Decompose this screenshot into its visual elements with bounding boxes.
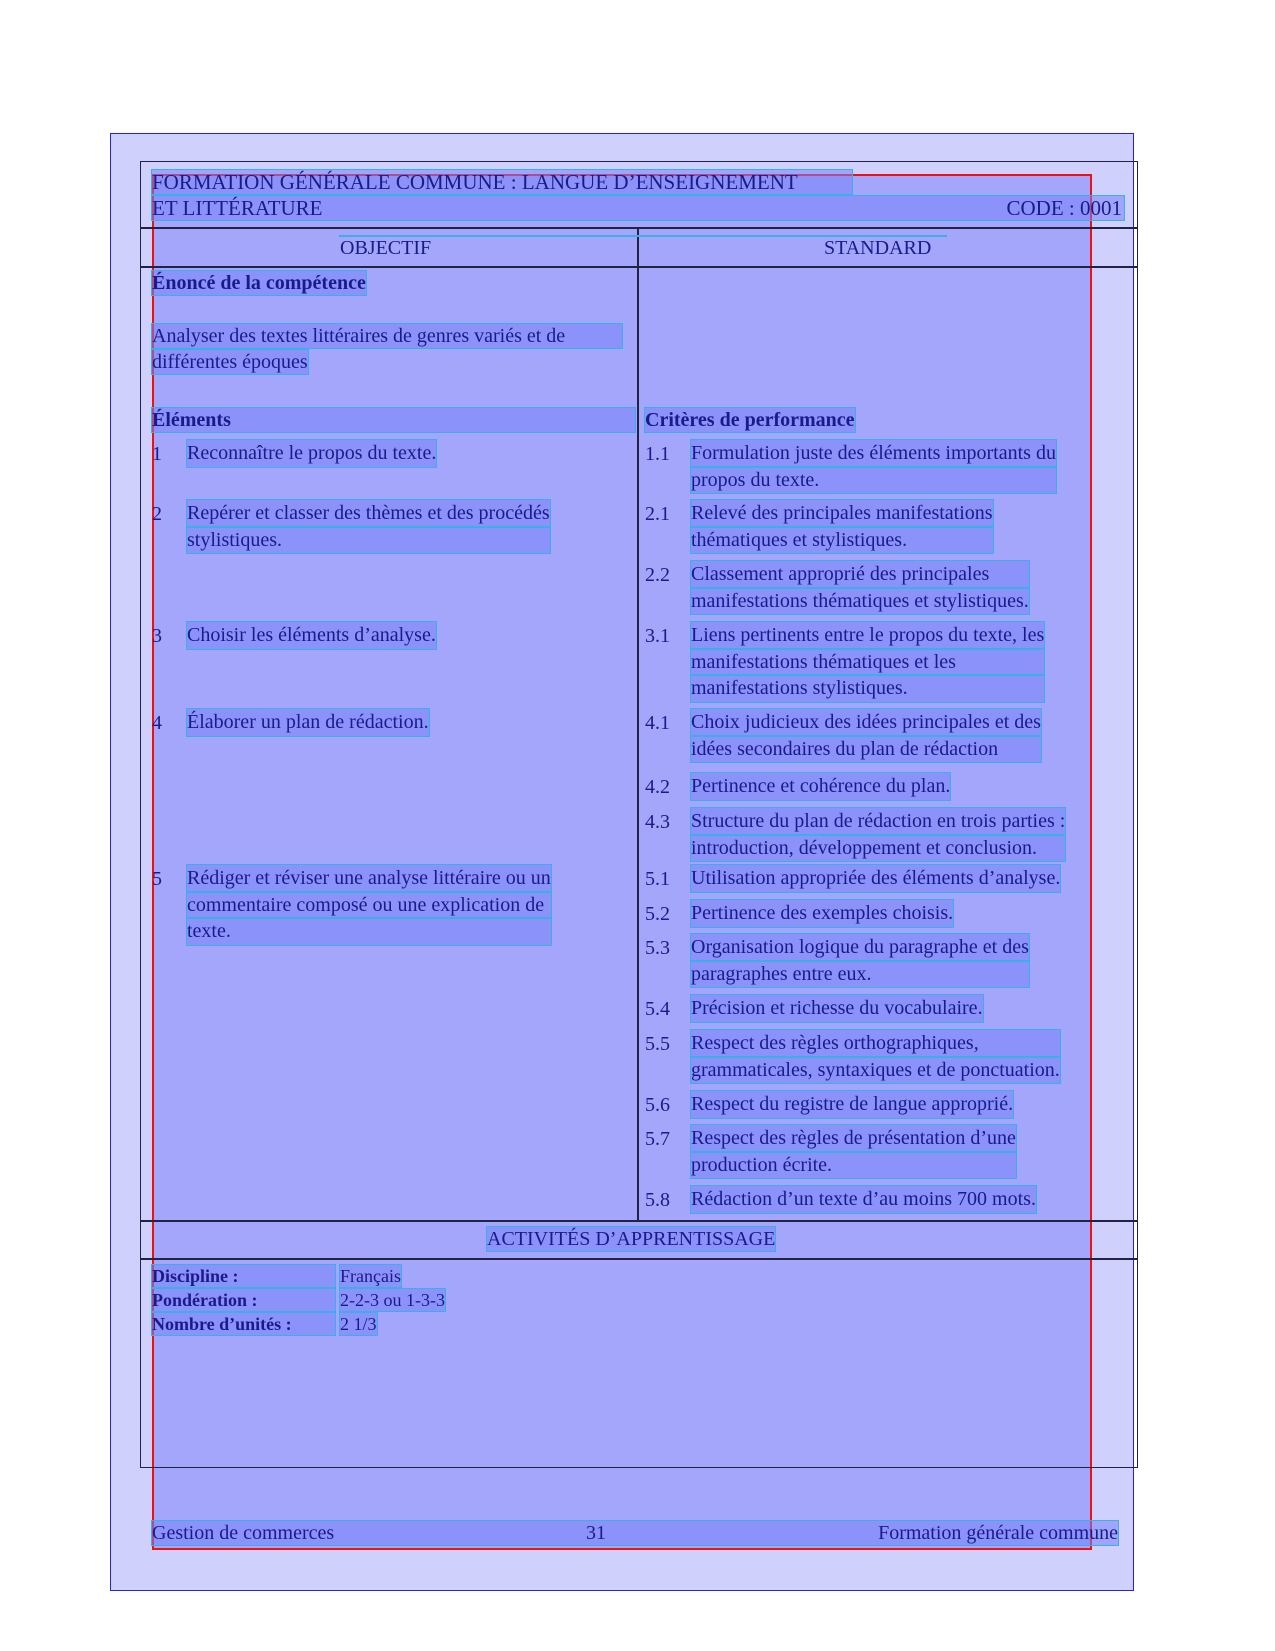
critere-number: 5.6 xyxy=(645,1094,670,1116)
unites-value: 2 1/3 xyxy=(340,1314,377,1334)
critere-text: Structure du plan de rédaction en trois parties : introduction, développement et conclusion. xyxy=(691,808,1065,861)
critere-text: Précision et richesse du vocabulaire. xyxy=(691,995,983,1022)
divider xyxy=(140,1220,1138,1222)
discipline-value: Français xyxy=(340,1266,401,1286)
critere-number: 5.1 xyxy=(645,868,670,890)
column-header-objectif: OBJECTIF xyxy=(340,237,432,259)
footer-left: Gestion de commerces xyxy=(152,1522,335,1544)
critere-number: 4.2 xyxy=(645,776,670,798)
competence-heading: Énoncé de la compétence xyxy=(152,272,366,294)
divider xyxy=(140,266,1138,268)
column-divider xyxy=(637,227,639,1220)
competence-text-line-2: différentes époques xyxy=(152,351,308,373)
ponderation-value: 2-2-3 ou 1-3-3 xyxy=(340,1290,445,1310)
critere-number: 3.1 xyxy=(645,625,670,647)
element-number: 5 xyxy=(152,868,162,890)
element-number: 2 xyxy=(152,503,162,525)
element-text: Repérer et classer des thèmes et des procédés stylistiques. xyxy=(187,500,550,553)
divider xyxy=(140,1258,1138,1260)
element-text: Reconnaître le propos du texte. xyxy=(187,440,436,467)
critere-text: Utilisation appropriée des éléments d’analyse. xyxy=(691,865,1060,892)
critere-number: 2.2 xyxy=(645,564,670,586)
discipline-label: Discipline : xyxy=(152,1265,335,1287)
elements-heading: Éléments xyxy=(152,408,635,432)
critere-number: 2.1 xyxy=(645,503,670,525)
critere-number: 5.5 xyxy=(645,1033,670,1055)
critere-text: Classement approprié des principales manifestations thématiques et stylistiques. xyxy=(691,561,1029,614)
critere-text: Pertinence et cohérence du plan. xyxy=(691,773,950,800)
element-text: Choisir les éléments d’analyse. xyxy=(187,622,436,649)
critere-text: Respect des règles orthographiques, grammaticales, syntaxiques et de ponctuation. xyxy=(691,1030,1060,1083)
critere-text: Formulation juste des éléments importants du propos du texte. xyxy=(691,440,1056,493)
ponderation-label: Pondération : xyxy=(152,1289,335,1311)
critere-number: 5.4 xyxy=(645,998,670,1020)
critere-text: Relevé des principales manifestations thématiques et stylistiques. xyxy=(691,500,993,553)
criteres-heading: Critères de performance xyxy=(645,409,855,431)
critere-text: Respect du registre de langue approprié. xyxy=(691,1091,1013,1118)
column-header-standard: STANDARD xyxy=(824,237,932,259)
element-text: Rédiger et réviser une analyse littéraire ou un commentaire composé ou une explication de texte. xyxy=(187,865,551,945)
element-number: 3 xyxy=(152,625,162,647)
element-number: 1 xyxy=(152,443,162,465)
critere-number: 5.8 xyxy=(645,1189,670,1211)
competence-text-line-1: Analyser des textes littéraires de genres variés et de xyxy=(152,324,622,348)
critere-text: Organisation logique du paragraphe et des paragraphes entre eux. xyxy=(691,934,1029,987)
critere-text: Pertinence des exemples choisis. xyxy=(691,900,953,927)
critere-text: Choix judicieux des idées principales et des idées secondaires du plan de rédaction xyxy=(691,709,1041,762)
critere-number: 5.7 xyxy=(645,1128,670,1150)
critere-number: 4.1 xyxy=(645,712,670,734)
element-text: Élaborer un plan de rédaction. xyxy=(187,709,429,736)
divider xyxy=(140,227,1138,229)
header-line-1: FORMATION GÉNÉRALE COMMUNE : LANGUE D’ENSEIGNEMENT xyxy=(152,170,852,194)
header-line-2-row xyxy=(152,196,1124,220)
critere-text: Rédaction d’un texte d’au moins 700 mots. xyxy=(691,1186,1036,1213)
unites-label: Nombre d’unités : xyxy=(152,1313,335,1335)
critere-number: 4.3 xyxy=(645,811,670,833)
critere-number: 1.1 xyxy=(645,443,670,465)
header-line-2: ET LITTÉRATURE xyxy=(152,196,323,220)
course-code: CODE : 0001 xyxy=(1006,196,1122,220)
footer-right: Formation générale commune xyxy=(878,1522,1118,1544)
page-number: 31 xyxy=(586,1522,606,1544)
critere-number: 5.2 xyxy=(645,903,670,925)
element-number: 4 xyxy=(152,712,162,734)
activites-heading: ACTIVITÉS D’APPRENTISSAGE xyxy=(487,1228,776,1250)
critere-number: 5.3 xyxy=(645,937,670,959)
critere-text: Respect des règles de présentation d’une production écrite. xyxy=(691,1125,1016,1178)
critere-text: Liens pertinents entre le propos du texte, les manifestations thématiques et les manifestations stylistiques. xyxy=(691,622,1044,702)
page-footer xyxy=(152,1521,1118,1545)
